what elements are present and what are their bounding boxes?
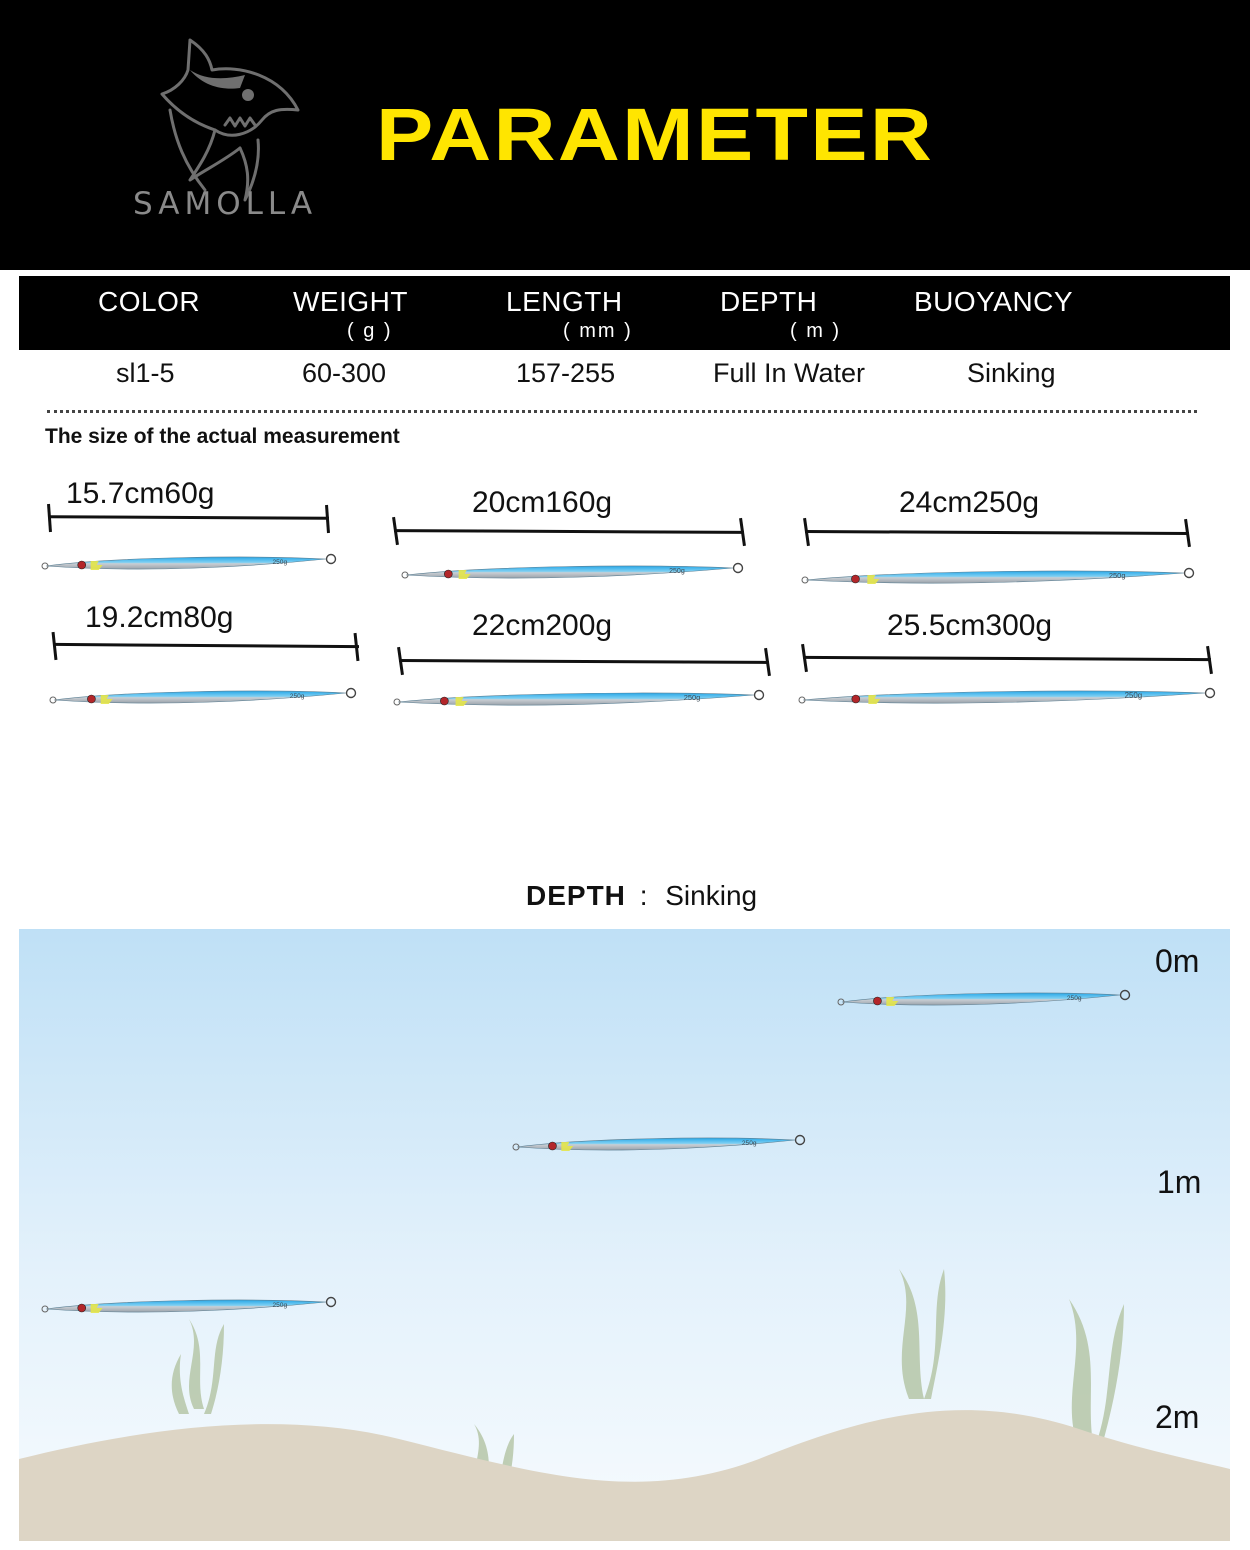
- measure-tick: [52, 632, 58, 660]
- value-color: sl1-5: [116, 358, 175, 388]
- depth-mark-2m: 2m: [1155, 1399, 1200, 1435]
- measure-line: [399, 659, 769, 664]
- value-buoyancy: Sinking: [967, 358, 1056, 388]
- lure-weight-marking: 250g: [289, 693, 305, 700]
- depth-heading-label: DEPTH: [526, 880, 626, 911]
- lure-weight-marking: 250g: [1066, 995, 1082, 1002]
- jig-lure-icon: [392, 682, 766, 716]
- size-label: 25.5cm300g: [887, 609, 1053, 642]
- sand-dunes: [19, 1410, 1230, 1541]
- measure-tick: [1206, 646, 1213, 674]
- lure-weight-marking: 250g: [683, 693, 701, 702]
- column-header-length: LENGTH: [506, 286, 623, 317]
- depth-heading-separator: :: [639, 880, 648, 911]
- measurement-title: The size of the actual measurement: [45, 425, 400, 448]
- lure-weight-marking: 250g: [272, 559, 288, 566]
- jig-lure-icon: [400, 556, 745, 588]
- lure-weight-marking: 250g: [741, 1140, 757, 1147]
- jig-lure-icon: [797, 679, 1217, 715]
- seabed-illustration: [19, 929, 1230, 1541]
- column-unit-depth: ( m ): [790, 320, 842, 342]
- jig-lure-icon: [800, 560, 1196, 594]
- dotted-divider: [47, 410, 1197, 413]
- measure-line: [49, 515, 329, 519]
- jig-lure-icon: [836, 984, 1132, 1014]
- measure-tick: [325, 505, 330, 533]
- page-title: PARAMETER: [376, 93, 935, 176]
- header-banner: [0, 0, 1250, 270]
- column-header-depth: DEPTH: [720, 286, 818, 317]
- measure-tick: [739, 518, 746, 546]
- underwater-scene: [19, 929, 1230, 1541]
- lure-weight-marking: 250g: [669, 568, 685, 575]
- size-label: 20cm160g: [472, 486, 613, 519]
- size-label: 24cm250g: [899, 486, 1040, 519]
- depth-mark-1m: 1m: [1157, 1164, 1202, 1200]
- parameter-table-header: [19, 276, 1230, 350]
- measure-tick: [764, 648, 771, 676]
- measure-tick: [1184, 519, 1191, 547]
- value-weight: 60-300: [302, 358, 387, 388]
- jig-lure-icon: [40, 548, 338, 578]
- depth-heading-value: Sinking: [665, 880, 758, 911]
- size-label: 15.7cm60g: [66, 477, 215, 510]
- value-depth: Full In Water: [713, 358, 866, 388]
- jig-lure-icon: [40, 1291, 338, 1321]
- size-label: 22cm200g: [472, 609, 613, 642]
- column-unit-length: ( mm ): [563, 320, 633, 342]
- measure-line: [803, 656, 1211, 661]
- column-unit-weight: ( g ): [347, 320, 393, 342]
- jig-lure-icon: [511, 1129, 807, 1159]
- depth-mark-0m: 0m: [1155, 943, 1200, 979]
- lure-weight-marking: 250g: [1124, 691, 1143, 700]
- measure-line: [53, 643, 359, 648]
- brand-name: SAMOLLA: [133, 186, 318, 222]
- column-header-weight: WEIGHT: [293, 286, 408, 317]
- depth-heading: [526, 880, 757, 912]
- lure-weight-marking: 250g: [1108, 571, 1126, 580]
- measure-line: [394, 529, 744, 534]
- size-label: 19.2cm80g: [85, 601, 234, 634]
- value-length: 157-255: [516, 358, 616, 388]
- jig-lure-icon: [48, 682, 358, 712]
- column-header-buoyancy: BUOYANCY: [914, 286, 1074, 317]
- column-header-color: COLOR: [98, 286, 201, 317]
- lure-weight-marking: 250g: [272, 1302, 288, 1309]
- measure-line: [805, 530, 1189, 535]
